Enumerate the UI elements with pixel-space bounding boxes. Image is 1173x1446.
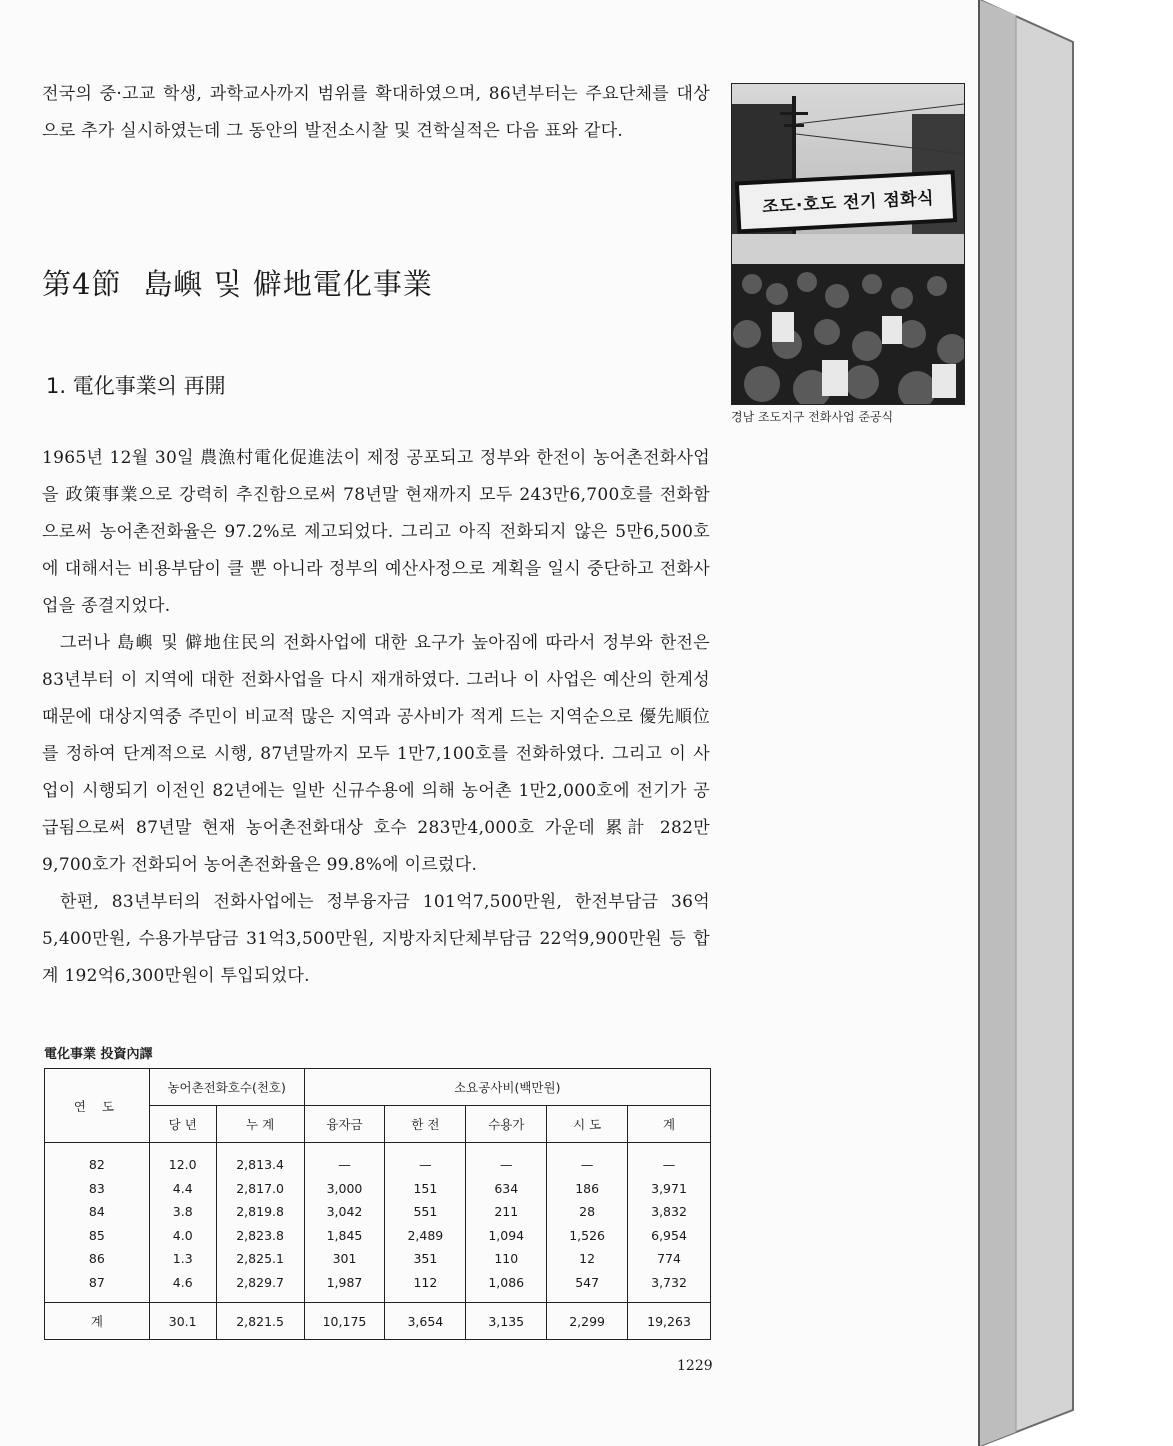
- table-cell: 28: [547, 1200, 628, 1224]
- section-title-text: 島嶼 및 僻地電化事業: [143, 267, 433, 301]
- table-cell: 1,086: [466, 1271, 547, 1303]
- table-cell: 1,845: [304, 1224, 385, 1248]
- table-cell: 12: [547, 1247, 628, 1271]
- table-cell: —: [304, 1143, 385, 1177]
- section-title: [42, 262, 433, 303]
- table-cell: 계: [45, 1303, 150, 1340]
- book-edge: [978, 0, 1173, 1446]
- table-cell: 3,135: [466, 1303, 547, 1340]
- table-cell: 6,954: [628, 1224, 711, 1248]
- column-header-year: 연 도: [45, 1069, 150, 1143]
- table-cell: 1,987: [304, 1271, 385, 1303]
- table-cell: 551: [385, 1200, 466, 1224]
- table-cell: 82: [45, 1143, 150, 1177]
- table-row: [45, 1143, 711, 1177]
- table-cell: 30.1: [149, 1303, 216, 1340]
- table-row: [45, 1271, 711, 1303]
- table-cell: 2,489: [385, 1224, 466, 1248]
- column-group-cost: 소요공사비(백만원): [304, 1069, 710, 1106]
- table-row: [45, 1247, 711, 1271]
- table-cell: 2,819.8: [216, 1200, 304, 1224]
- paragraph: 1965년 12월 30일 農漁村電化促進法이 제정 공포되고 정부와 한전이 농어촌전화사업을 政策事業으로 강력히 추진함으로써 78년말 현재까지 모두 243만6,700호를 전화함으로써 농어촌전화율은 97.2%로 제고되었다. 그리고 아직 전화되지 않은 5만6,500호에 대해서는 비용부담이 클 뿐 아니라 정부의 예산사정으로 계획을 일시 중단하고 전화사업을 종결지었다.: [42, 448, 710, 616]
- table-cell: —: [547, 1143, 628, 1177]
- table-cell: 12.0: [149, 1143, 216, 1177]
- column-header: 한 전: [385, 1106, 466, 1143]
- table-cell: 634: [466, 1177, 547, 1201]
- table-cell: 3.8: [149, 1200, 216, 1224]
- table-cell: 4.6: [149, 1271, 216, 1303]
- table-cell: 3,971: [628, 1177, 711, 1201]
- column-header: 융자금: [304, 1106, 385, 1143]
- table-cell: 3,654: [385, 1303, 466, 1340]
- table-cell: 110: [466, 1247, 547, 1271]
- table-cell: 1.3: [149, 1247, 216, 1271]
- table-cell: 211: [466, 1200, 547, 1224]
- table-cell: 186: [547, 1177, 628, 1201]
- table-cell: —: [466, 1143, 547, 1177]
- table-cell: 4.4: [149, 1177, 216, 1201]
- subsection-title: 1. 電化事業의 再開: [46, 374, 226, 398]
- table-cell: 83: [45, 1177, 150, 1201]
- table-cell: —: [628, 1143, 711, 1177]
- column-header: 시 도: [547, 1106, 628, 1143]
- column-header: 수용가: [466, 1106, 547, 1143]
- photo-banner-text: 조도·호도 전기 점화식: [761, 188, 935, 218]
- table-cell: 10,175: [304, 1303, 385, 1340]
- investment-table: [44, 1068, 711, 1340]
- table-cell: 301: [304, 1247, 385, 1271]
- table-cell: 3,732: [628, 1271, 711, 1303]
- table-cell: 2,825.1: [216, 1247, 304, 1271]
- table-cell: 2,823.8: [216, 1224, 304, 1248]
- table-cell: 84: [45, 1200, 150, 1224]
- table-cell: 4.0: [149, 1224, 216, 1248]
- table-cell: 774: [628, 1247, 711, 1271]
- paragraph: 그러나 島嶼 및 僻地住民의 전화사업에 대한 요구가 높아짐에 따라서 정부와 한전은 83년부터 이 지역에 대한 전화사업을 다시 재개하였다. 그러나 이 사업은 예산의 한계성 때문에 대상지역중 주민이 비교적 많은 지역과 공사비가 적게 드는 지역순으로 優先順位를 정하여 단계적으로 시행, 87년말까지 모두 1만7,100호를 전화하였다. 그리고 이 사업이 시행되기 이전인 82년에는 일반 신규수용에 의해 농어촌 1만2,000호에 전기가 공급됨으로써 87년말 현재 농어촌전화대상 호수 283만4,000호 가운데 累計 282만9,700호가 전화되어 농어촌전화율은 99.8%에 이르렀다.: [42, 633, 710, 875]
- table-cell: 86: [45, 1247, 150, 1271]
- table-cell: 351: [385, 1247, 466, 1271]
- column-group-households: 농어촌전화호수(천호): [149, 1069, 304, 1106]
- table-cell: 151: [385, 1177, 466, 1201]
- table-cell: 1,094: [466, 1224, 547, 1248]
- table-cell: 2,299: [547, 1303, 628, 1340]
- table-cell: 3,042: [304, 1200, 385, 1224]
- page-number: 1229: [677, 1358, 713, 1374]
- table-cell: 85: [45, 1224, 150, 1248]
- table-cell: 19,263: [628, 1303, 711, 1340]
- column-header: 누 계: [216, 1106, 304, 1143]
- table-row: [45, 1224, 711, 1248]
- table-cell: 2,821.5: [216, 1303, 304, 1340]
- table-cell: —: [385, 1143, 466, 1177]
- table-cell: 3,832: [628, 1200, 711, 1224]
- intro-paragraph: 전국의 중·고교 학생, 과학교사까지 범위를 확대하였으며, 86년부터는 주요단체를 대상으로 추가 실시하였는데 그 동안의 발전소시찰 및 견학실적은 다음 표와 같다.: [42, 84, 710, 141]
- section-number: 第4節: [42, 267, 122, 301]
- table-row: [45, 1200, 711, 1224]
- table-title: 電化事業 投資內譯: [44, 1047, 153, 1062]
- column-header: 계: [628, 1106, 711, 1143]
- paragraph: 한편, 83년부터의 전화사업에는 정부융자금 101억7,500만원, 한전부담금 36억5,400만원, 수용가부담금 31억3,500만원, 지방자치단체부담금 22억9,900만원 등 합계 192억6,300만원이 투입되었다.: [42, 892, 710, 986]
- table-cell: 547: [547, 1271, 628, 1303]
- table-total-row: [45, 1303, 711, 1340]
- table-cell: 2,813.4: [216, 1143, 304, 1177]
- table-cell: 1,526: [547, 1224, 628, 1248]
- body-text: [42, 440, 710, 995]
- table-cell: 2,817.0: [216, 1177, 304, 1201]
- column-header: 당 년: [149, 1106, 216, 1143]
- ceremony-photo: [731, 83, 965, 405]
- table-cell: 2,829.7: [216, 1271, 304, 1303]
- table-row: [45, 1177, 711, 1201]
- table-cell: 112: [385, 1271, 466, 1303]
- table-cell: 87: [45, 1271, 150, 1303]
- table-cell: 3,000: [304, 1177, 385, 1201]
- photo-caption: 경남 조도지구 전화사업 준공식: [731, 410, 894, 424]
